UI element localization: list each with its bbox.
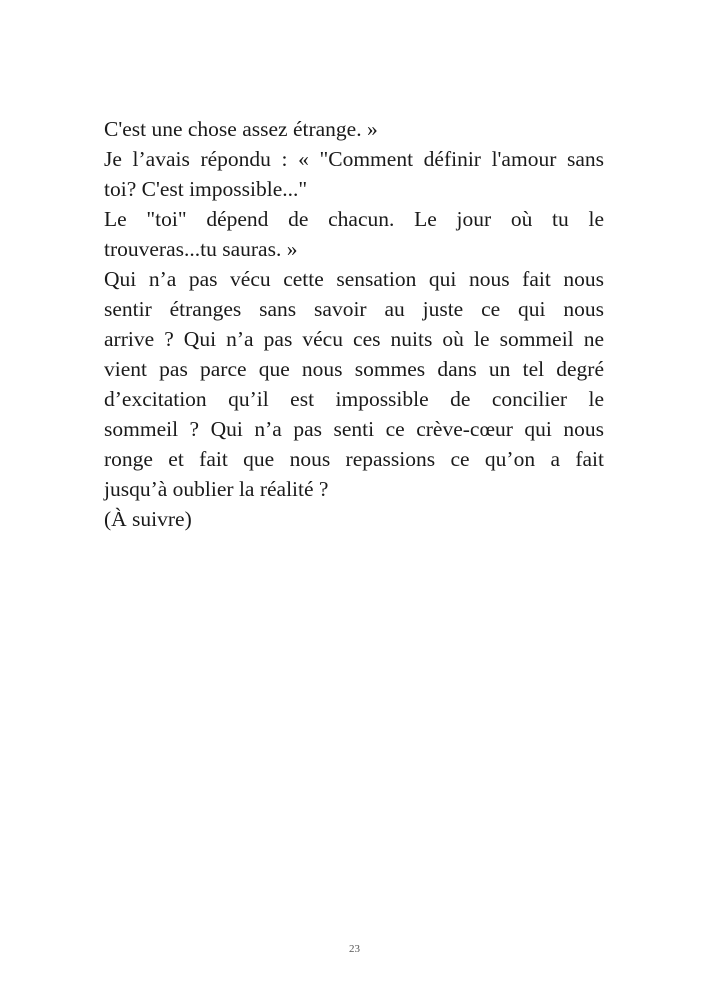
text-line: Qui n’a pas vécu cette sensation qui nous fait nous	[104, 267, 604, 291]
text-line: arrive ? Qui n’a pas vécu ces nuits où le sommeil ne	[104, 327, 604, 351]
text-line: Le "toi" dépend de chacun. Le jour où tu le	[104, 207, 604, 231]
text-line: Je l’avais répondu : « "Comment définir l'amour sans	[104, 147, 604, 171]
text-line: trouveras...tu sauras. »	[104, 237, 298, 261]
text-line: (À suivre)	[104, 507, 192, 531]
body-text	[104, 114, 604, 534]
text-line: sommeil ? Qui n’a pas senti ce crève-cœur qui nous	[104, 417, 604, 441]
text-line: jusqu’à oublier la réalité ?	[104, 477, 329, 501]
text-line: vient pas parce que nous sommes dans un tel degré	[104, 357, 604, 381]
page-number: 23	[349, 943, 360, 955]
text-line: C'est une chose assez étrange. »	[104, 117, 378, 141]
text-line: ronge et fait que nous repassions ce qu’on a fait	[104, 447, 604, 471]
text-line: sentir étranges sans savoir au juste ce qui nous	[104, 297, 604, 321]
text-line: toi? C'est impossible..."	[104, 177, 308, 201]
text-line: d’excitation qu’il est impossible de concilier le	[104, 387, 604, 411]
